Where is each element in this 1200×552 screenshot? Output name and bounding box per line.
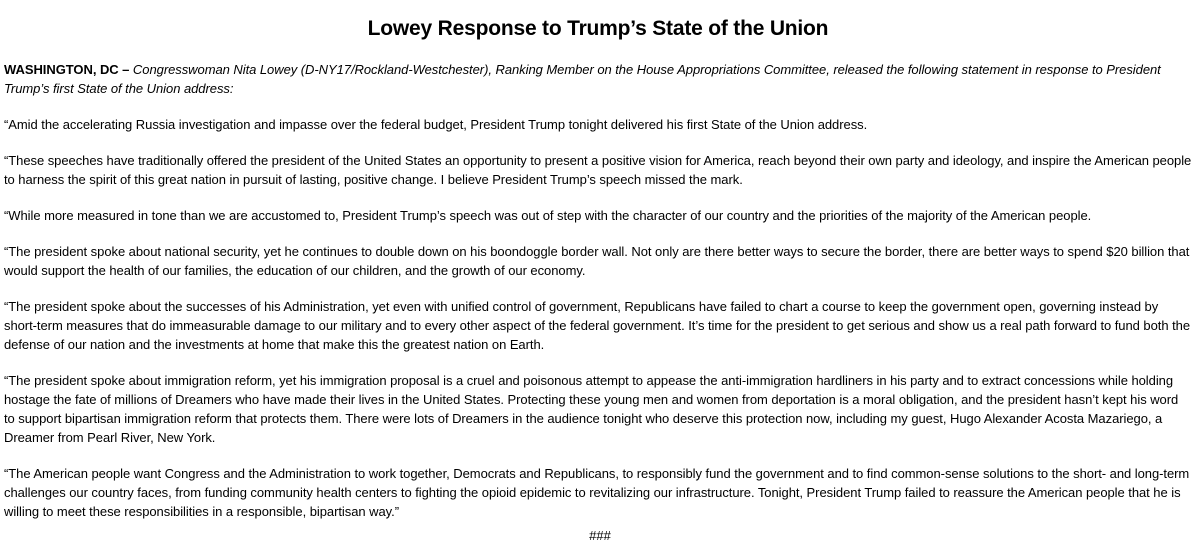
statement-paragraph: “While more measured in tone than we are accustomed to, President Trump’s speech was out of step with the character of our country and the priorities of the majority of the American people. bbox=[4, 208, 1092, 223]
dateline-location: WASHINGTON, DC – bbox=[4, 62, 130, 77]
press-release-body bbox=[4, 60, 1192, 521]
statement-paragraph: “The president spoke about national security, yet he continues to double down on his boondoggle border wall. Not only are there better ways to secure the border, there are better ways to spend $20 billion that would support the health of our families, the education of our children, and the growth of our economy. bbox=[4, 244, 1190, 278]
dateline-paragraph bbox=[4, 60, 1192, 98]
page-title: Lowey Response to Trump’s State of the Union bbox=[367, 17, 829, 40]
statement-paragraph: “The president spoke about the successes of his Administration, yet even with unified control of government, Republicans have failed to chart a course to keep the government open, governing instead by short-term measures that do immeasurable damage to our military and to every other aspect of the federal government. It’s time for the president to get serious and show us a real path forward to fund both the defense of our nation and the investments at home that make this the greatest nation on Earth. bbox=[4, 299, 1190, 352]
statement-paragraph: “The American people want Congress and the Administration to work together, Democrats and Republicans, to responsibly fund the government and to find common-sense solutions to the short- and long-term challenges our country faces, from funding community health centers to fighting the opioid epidemic to revitalizing our infrastructure. Tonight, President Trump failed to reassure the American people that he is willing to meet these responsibilities in a responsible, bipartisan way.” bbox=[4, 466, 1190, 519]
intro-text: Congresswoman Nita Lowey (D-NY17/Rockland-Westchester), Ranking Member on the House Appropriations Committee, released the following statement in response to President Trump’s first State of the Union address: bbox=[4, 62, 1161, 96]
statement-paragraph: “The president spoke about immigration reform, yet his immigration proposal is a cruel and poisonous attempt to appease the anti-immigration hardliners in his party and to extract concessions while holding hostage the fate of millions of Dreamers who have made their lives in the United States. Protecting these young men and women from deportation is a moral obligation, and the president hasn’t kept his word to support bipartisan immigration reform that protects them. There were lots of Dreamers in the audience tonight who deserve this protection now, including my guest, Hugo Alexander Acosta Mazariego, a Dreamer from Pearl River, New York. bbox=[4, 373, 1179, 445]
statement-paragraph: “Amid the accelerating Russia investigation and impasse over the federal budget, President Trump tonight delivered his first State of the Union address. bbox=[4, 117, 868, 132]
end-mark: ### bbox=[589, 528, 611, 543]
statement-paragraph: “These speeches have traditionally offered the president of the United States an opportunity to present a positive vision for America, reach beyond their own party and ideology, and inspire the American people to harness the spirit of this great nation in pursuit of lasting, positive change. I believe President Trump’s speech missed the mark. bbox=[4, 153, 1192, 187]
